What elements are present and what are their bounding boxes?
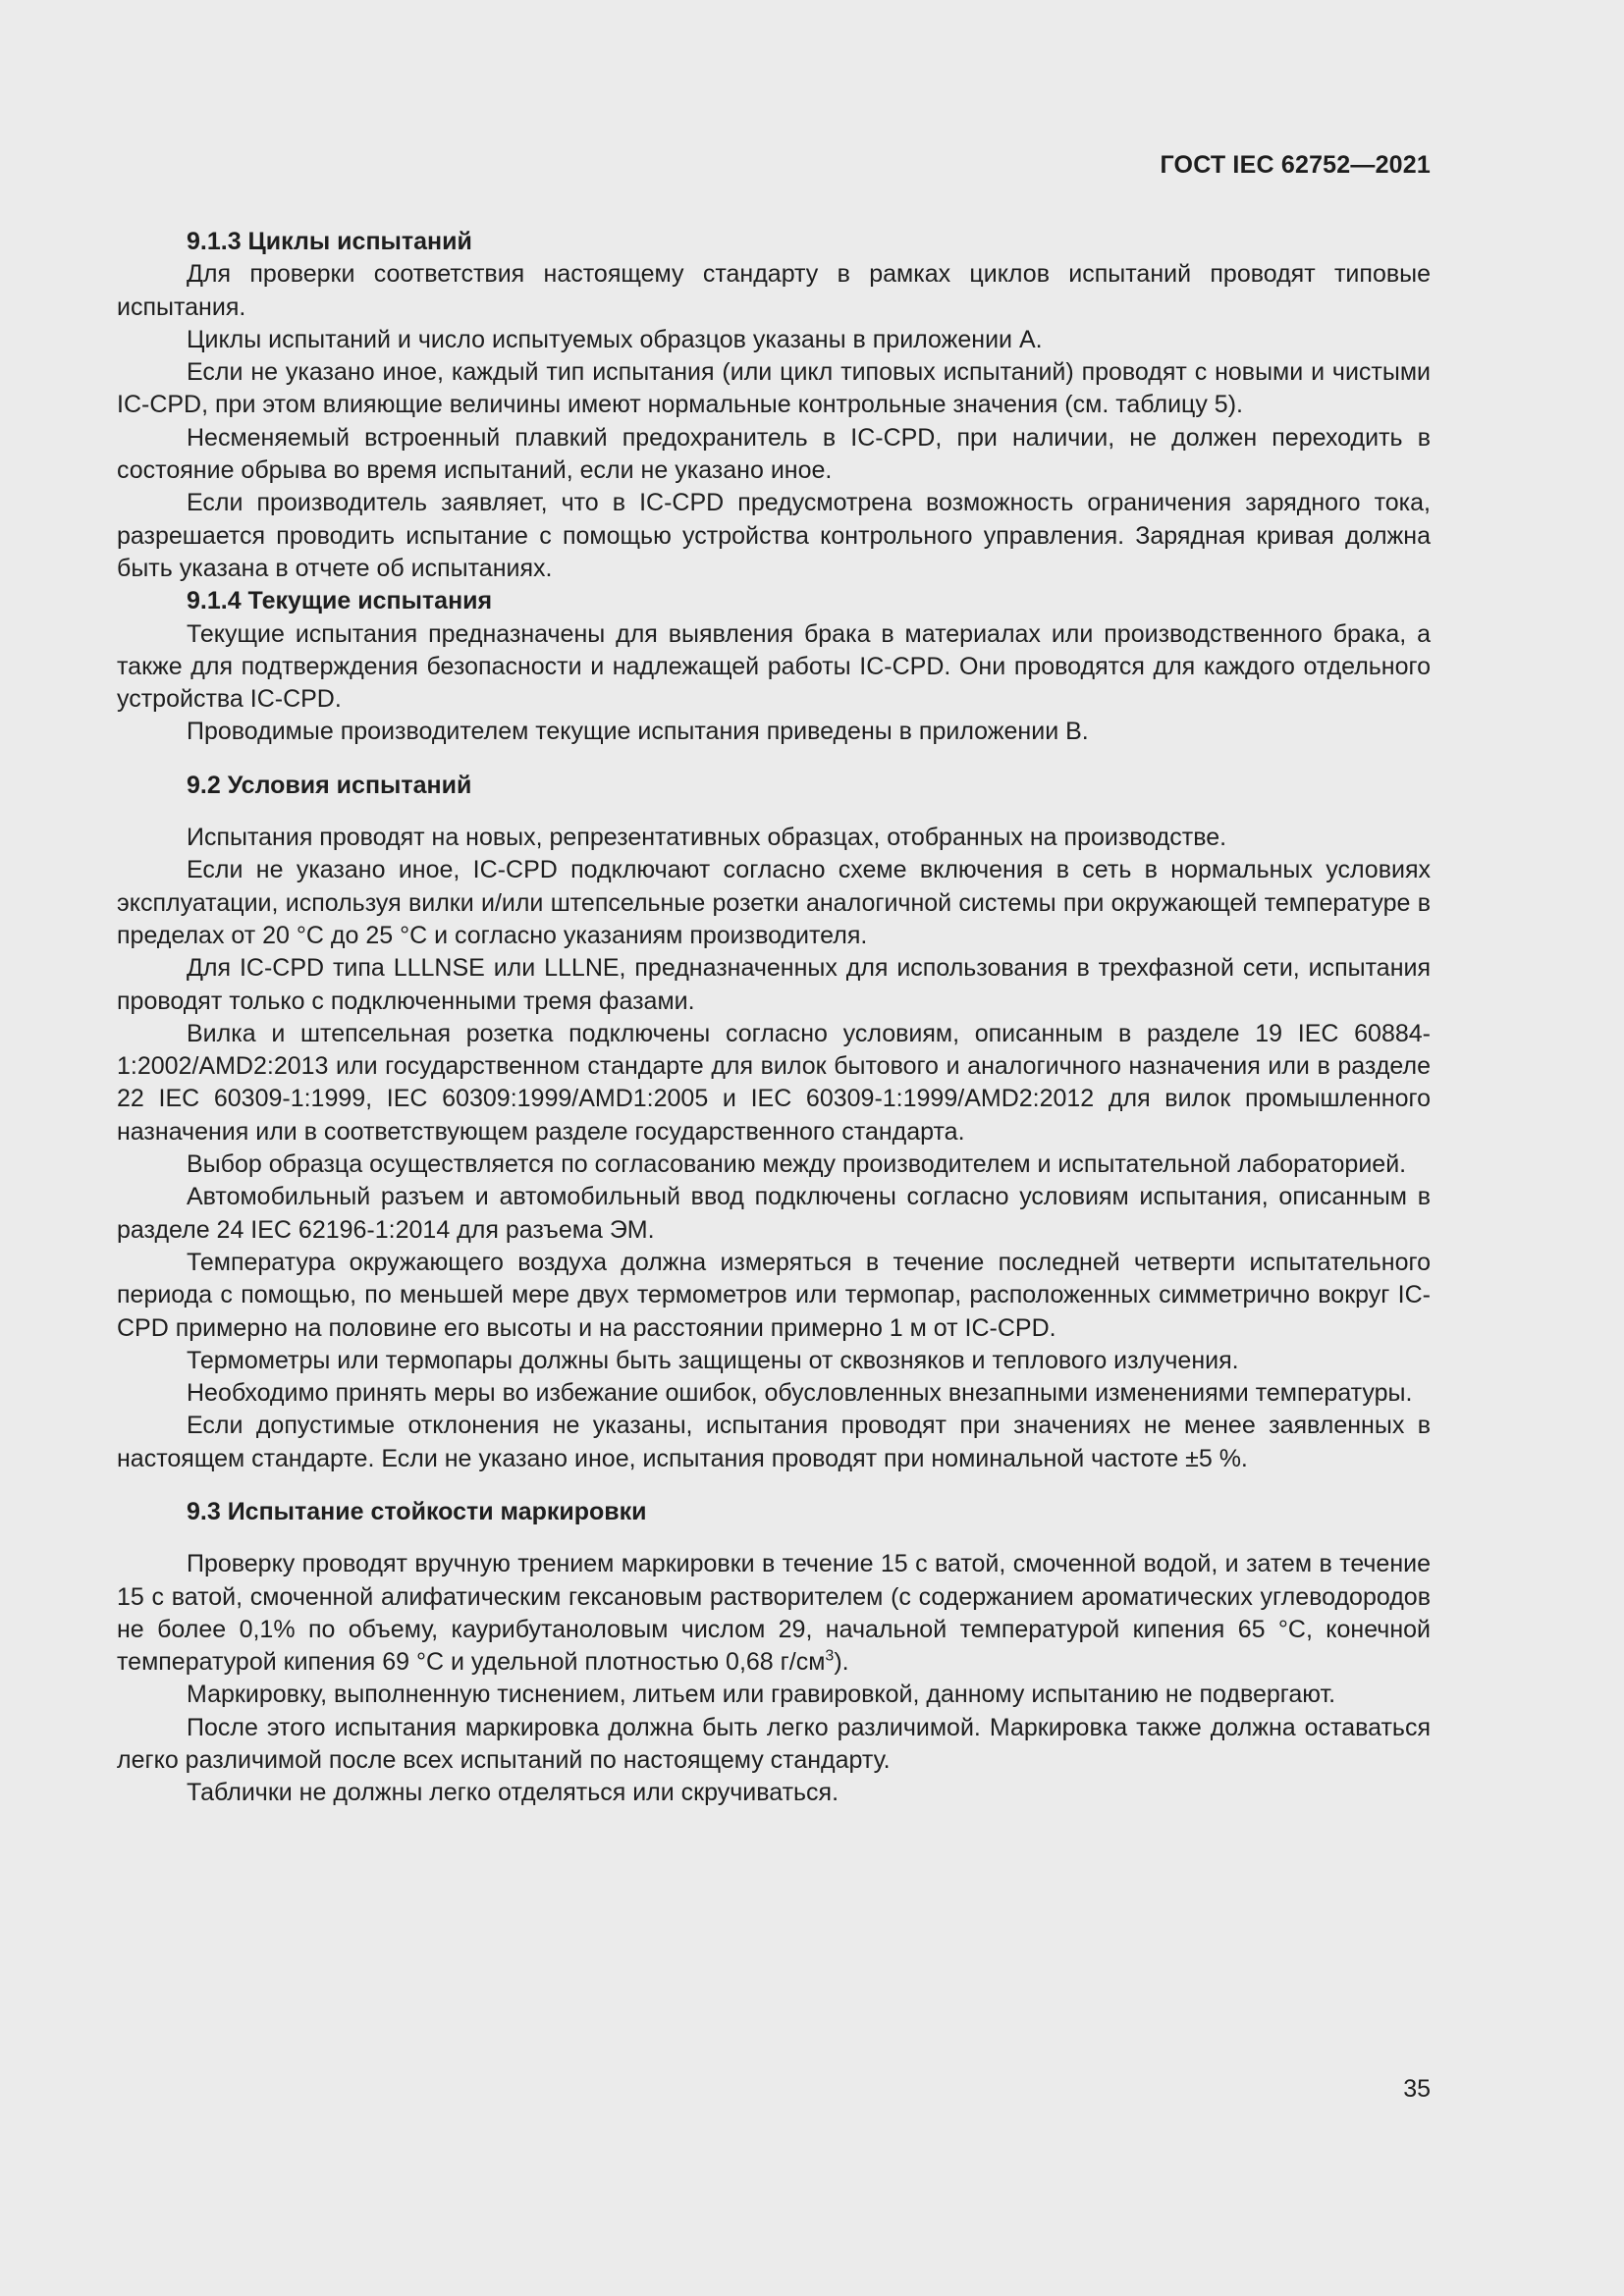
- document-body: [117, 226, 1431, 1810]
- paragraph: Температура окружающего воздуха должна измеряться в течение последней четверти испытательного периода с помощью, по меньшей мере двух термометров или термопар, расположенных симметрично вокруг IC-CPD примерно на половине его высоты и на расстоянии примерно 1 м от IC-CPD.: [117, 1248, 1431, 1342]
- paragraph: [117, 1548, 1431, 1679]
- section-heading-9-1-3: 9.1.3 Циклы испытаний: [187, 228, 472, 255]
- section-heading-9-1-4: 9.1.4 Текущие испытания: [187, 587, 493, 615]
- paragraph: Термометры или термопары должны быть защищены от сквозняков и теплового излучения.: [187, 1346, 1239, 1374]
- paragraph: Испытания проводят на новых, репрезентативных образцах, отобранных на производстве.: [187, 824, 1227, 852]
- paragraph: Если не указано иное, каждый тип испытания (или цикл типовых испытаний) проводят с новыми и чистыми IC-CPD, при этом влияющие величины имеют нормальные контрольные значения (см. таблицу 5).: [117, 358, 1431, 419]
- section-heading-9-3: 9.3 Испытание стойкости маркировки: [187, 1497, 647, 1525]
- paragraph: Если не указано иное, IC-CPD подключают согласно схеме включения в сеть в нормальных условиях эксплуатации, используя вилки и/или штепсельные розетки аналогичной системы при окружающей температуре в пределах от 20 °С до 25 °С и согласно указаниям производителя.: [117, 856, 1431, 949]
- paragraph: Вилка и штепсельная розетка подключены согласно условиям, описанным в разделе 19 IEC 60884-1:2002/AMD2:2013 или государственном стандарте для вилок бытового и аналогичного назначения или в разделе 22 IEC 60309-1:1999, IEC 60309:1999/AMD1:2005 и IEC 60309-1:1999/AMD2:2012 для вилок промышленного назначения или в соответствующем разделе государственного стандарта.: [117, 1019, 1431, 1146]
- paragraph: Таблички не должны легко отделяться или скручиваться.: [187, 1779, 839, 1807]
- superscript: 3: [825, 1647, 835, 1665]
- page-number: 35: [1403, 2075, 1431, 2103]
- paragraph: Циклы испытаний и число испытуемых образцов указаны в приложении А.: [187, 325, 1043, 353]
- paragraph-text-end: ).: [834, 1648, 849, 1677]
- paragraph: Проводимые производителем текущие испытания приведены в приложении В.: [187, 718, 1089, 746]
- paragraph: Выбор образца осуществляется по согласованию между производителем и испытательной лабораторией.: [187, 1150, 1407, 1179]
- paragraph: После этого испытания маркировка должна быть легко различимой. Маркировка также должна оставаться легко различимой после всех испытаний по настоящему стандарту.: [117, 1713, 1431, 1775]
- paragraph: Автомобильный разъем и автомобильный ввод подключены согласно условиям испытания, описанным в разделе 24 IEC 62196-1:2014 для разъема ЭМ.: [117, 1183, 1431, 1244]
- paragraph: Несменяемый встроенный плавкий предохранитель в IC-CPD, при наличии, не должен переходить в состояние обрыва во время испытаний, если не указано иное.: [117, 423, 1431, 485]
- paragraph: Необходимо принять меры во избежание ошибок, обусловленных внезапными изменениями температуры.: [187, 1379, 1413, 1408]
- paragraph: Для проверки соответствия настоящему стандарту в рамках циклов испытаний проводят типовые испытания.: [117, 260, 1431, 321]
- paragraph: Текущие испытания предназначены для выявления брака в материалах или производственного брака, а также для подтверждения безопасности и надлежащей работы IC-CPD. Они проводятся для каждого отдельного устройства IC-CPD.: [117, 619, 1431, 714]
- section-heading-9-2: 9.2 Условия испытаний: [187, 771, 472, 799]
- paragraph: Маркировку, выполненную тиснением, литьем или гравировкой, данному испытанию не подвергают.: [187, 1681, 1336, 1709]
- paragraph-text: Проверку проводят вручную трением маркировки в течение 15 с ватой, смоченной водой, и затем в течение 15 с ватой, смоченной алифатическим гексановым растворителем (с содержанием ароматических углеводородов не более 0,1% по объему, каурибутаноловым числом 29, начальной температурой кипения 65 °С, конечной температурой кипения 69 °С и удельной плотностью 0,68 г/см: [117, 1550, 1431, 1677]
- paragraph: Если допустимые отклонения не указаны, испытания проводят при значениях не менее заявленных в настоящем стандарте. Если не указано иное, испытания проводят при номинальной частоте ±5 %.: [117, 1412, 1431, 1472]
- paragraph: Для IC-CPD типа LLLNSE или LLLNE, предназначенных для использования в трехфазной сети, испытания проводят только с подключенными тремя фазами.: [117, 954, 1431, 1015]
- document-header-standard: ГОСТ IEC 62752—2021: [1160, 151, 1431, 179]
- paragraph: Если производитель заявляет, что в IC-CPD предусмотрена возможность ограничения зарядного тока, разрешается проводить испытание с помощью устройства контрольного управления. Зарядная кривая должна быть указана в отчете об испытаниях.: [117, 489, 1431, 582]
